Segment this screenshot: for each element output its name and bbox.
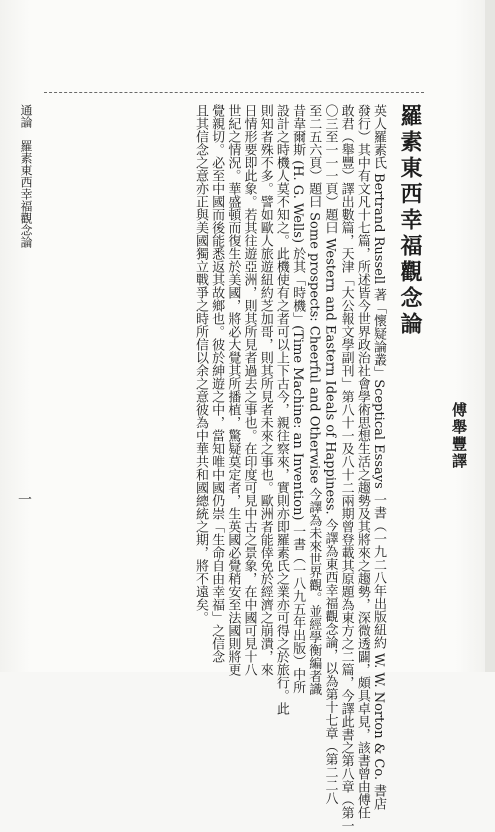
article-title: 羅素東西幸福觀念論 [397,104,423,338]
footer-block [6,104,34,632]
text-column-3: 敢君（舉豐）譯出數篇，天津「大公報文學副刊」第八十一及八十二兩期曾登載其原題為東方之二篇，今譯此書之第八章（第一 [338,104,354,832]
text-column-8: 則知者殊不多。譬如歐人旅遊紐約芝加哥，則其所見者未來之事也。歐洲者能倖免於經濟之崩潰，來 [257,104,273,676]
running-footer: 通論 羅素東西幸福觀念論 [19,104,33,248]
text-column-7: 設計之時機人莫不知之。此機使有之者可以上下古今，親往察來，實則亦即羅素氏之業亦可得之於旅行。此 [273,104,289,715]
page-spine [485,0,495,672]
main-text-block [20,104,424,832]
text-column-5: 至二五六頁）題曰 Some prospects: Cheerful and Otherwise 今譯為未來世界觀。並經學衡編者識 [306,104,322,696]
translator-credit: 傅舉豐譯 [450,402,468,470]
text-column-4: 〇三至一一一頁）題曰 Western and Eastern Ideals of Happiness. 今譯為東西幸福觀念論，以為第十七章（第二二八 [322,104,338,805]
text-column-10: 世紀之情況。華盛頓而復生於美國，將必大覺其所播植，驚疑莫定者，生英國必覺稍安至法國則將更 [225,104,241,676]
text-column-1: 英人羅素氏 Bertrand Russell 著「懷疑論叢」Sceptical Essays 一書（一九二八年出版紐約 W. W. Norton & Co. 書店 [371,104,386,811]
text-column-12: 且其信念之意亦正與美國獨立戰爭之時所信以余之意彼為中華共和國總統之期，將不遠矣。 [192,104,208,624]
text-column-6: 昔韋爾斯 (H. G. Wells) 於其「時機」(Time Machine: an Invention) 一書（一八九五年出版）中所 [290,104,306,694]
header-rule [44,92,424,93]
text-column-2: 發行）其中有文凡十七篇，所述皆今世界政治社會學術思想生活之趨勢及其將來之趨勢，深微透闢，頗具卓見，該書曾由傅任 [354,104,370,819]
text-column-9: 日情形要即此象。若其往遊亞洲，則其所見者過去之事也。在印度可見中古之景象，在中國可見十八 [241,104,257,676]
page-number: 一 [16,492,32,506]
text-column-11: 覺親切。必至中國而後能悉返其故鄉也。彼於紳遊之中，當知唯中國仍崇「生命自由幸福」之信念 [209,104,225,663]
